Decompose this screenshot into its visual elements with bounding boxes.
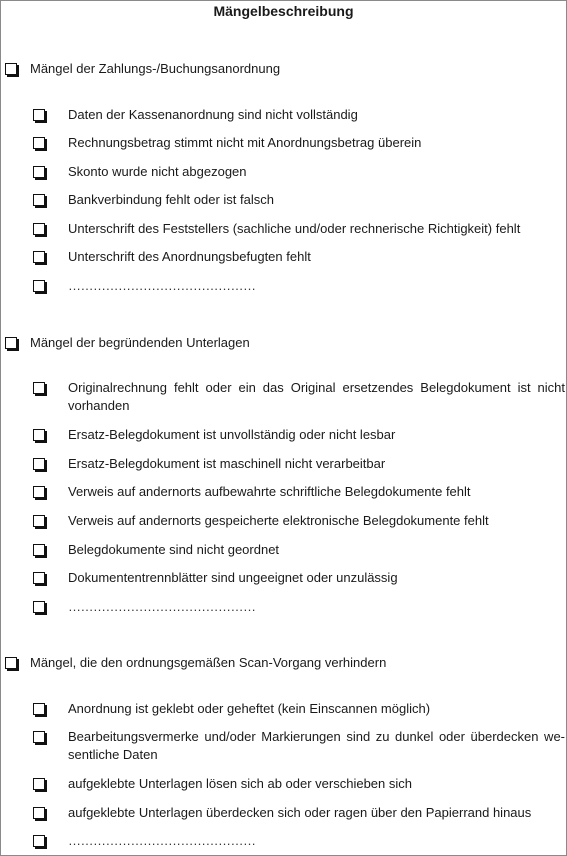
list-item: [0, 512, 567, 530]
section-1-heading: Mängel der Zahlungs-/Buchungsanordnung: [30, 61, 281, 76]
list-item: [0, 191, 567, 209]
item-text: aufgeklebte Unterlagen überdecken sich oder ragen über den Papierrand hinaus: [68, 805, 532, 820]
section-2: [0, 334, 567, 352]
section-2-checkbox[interactable]: [5, 337, 17, 349]
item-text: Daten der Kassenanordnung sind nicht vollständig: [68, 107, 358, 122]
item-checkbox[interactable]: [33, 731, 45, 743]
item-text: Bankverbindung fehlt oder ist falsch: [68, 192, 274, 207]
item-checkbox[interactable]: [33, 194, 45, 206]
item-text: Verweis auf andernorts gespeicherte elektronische Belegdokumente fehlt: [68, 513, 489, 528]
item-checkbox[interactable]: [33, 703, 45, 715]
list-item: [0, 804, 567, 822]
item-text: Dokumententrennblätter sind ungeeignet oder unzulässig: [68, 570, 398, 585]
item-text: Belegdokumente sind nicht geordnet: [68, 542, 280, 557]
section-3-checkbox[interactable]: [5, 657, 17, 669]
item-checkbox[interactable]: [33, 778, 45, 790]
section-1-checkbox[interactable]: [5, 63, 17, 75]
item-checkbox[interactable]: [33, 166, 45, 178]
item-blank-line: ………………………………………: [68, 833, 256, 848]
item-checkbox[interactable]: [33, 429, 45, 441]
list-item: [0, 598, 567, 616]
item-checkbox[interactable]: [33, 223, 45, 235]
list-item: [0, 379, 567, 415]
item-checkbox[interactable]: [33, 515, 45, 527]
list-item: [0, 426, 567, 444]
list-item: [0, 106, 567, 124]
item-text: Ersatz-Belegdokument ist maschinell nicht verarbeitbar: [68, 456, 386, 471]
section-3-heading: Mängel, die den ordnungsgemäßen Scan-Vorgang verhindern: [30, 655, 387, 670]
list-item: [0, 728, 567, 764]
item-text: Unterschrift des Feststellers (sachliche und/oder rechnerische Richtigkeit) fehlt: [68, 221, 521, 236]
list-item: [0, 483, 567, 501]
document-title: Mängelbeschreibung: [213, 3, 354, 19]
item-checkbox[interactable]: [33, 382, 45, 394]
item-checkbox[interactable]: [33, 251, 45, 263]
item-checkbox[interactable]: [33, 835, 45, 847]
item-checkbox[interactable]: [33, 109, 45, 121]
item-checkbox[interactable]: [33, 544, 45, 556]
item-checkbox[interactable]: [33, 137, 45, 149]
list-item: [0, 569, 567, 587]
item-text: aufgeklebte Unterlagen lösen sich ab oder verschieben sich: [68, 776, 412, 791]
section-1: [0, 60, 567, 78]
item-checkbox[interactable]: [33, 601, 45, 613]
list-item: [0, 455, 567, 473]
item-checkbox[interactable]: [33, 486, 45, 498]
item-text: Bearbeitungsvermerke und/oder Markierungen sind zu dunkel oder überdecken we-sentliche Daten: [68, 729, 565, 762]
item-text: Rechnungsbetrag stimmt nicht mit Anordnungsbetrag überein: [68, 135, 422, 150]
list-item: [0, 541, 567, 559]
list-item: [0, 248, 567, 266]
item-text: Anordnung ist geklebt oder geheftet (kein Einscannen möglich): [68, 701, 431, 716]
item-text: Unterschrift des Anordnungsbefugten fehlt: [68, 249, 311, 264]
list-item: [0, 220, 567, 238]
item-text: Ersatz-Belegdokument ist unvollständig oder nicht lesbar: [68, 427, 396, 442]
item-checkbox[interactable]: [33, 458, 45, 470]
item-text: Originalrechnung fehlt oder ein das Original ersetzendes Belegdokument ist nicht vorhanden: [68, 380, 565, 413]
section-2-heading: Mängel der begründenden Unterlagen: [30, 335, 250, 350]
section-3: [0, 654, 567, 672]
item-checkbox[interactable]: [33, 572, 45, 584]
list-item: [0, 134, 567, 152]
list-item: [0, 775, 567, 793]
item-blank-line: ………………………………………: [68, 278, 256, 293]
item-checkbox[interactable]: [33, 807, 45, 819]
list-item: [0, 700, 567, 718]
item-checkbox[interactable]: [33, 280, 45, 292]
list-item: [0, 832, 567, 850]
item-text: Skonto wurde nicht abgezogen: [68, 164, 247, 179]
list-item: [0, 277, 567, 295]
item-blank-line: ………………………………………: [68, 599, 256, 614]
item-text: Verweis auf andernorts aufbewahrte schriftliche Belegdokumente fehlt: [68, 484, 471, 499]
list-item: [0, 163, 567, 181]
